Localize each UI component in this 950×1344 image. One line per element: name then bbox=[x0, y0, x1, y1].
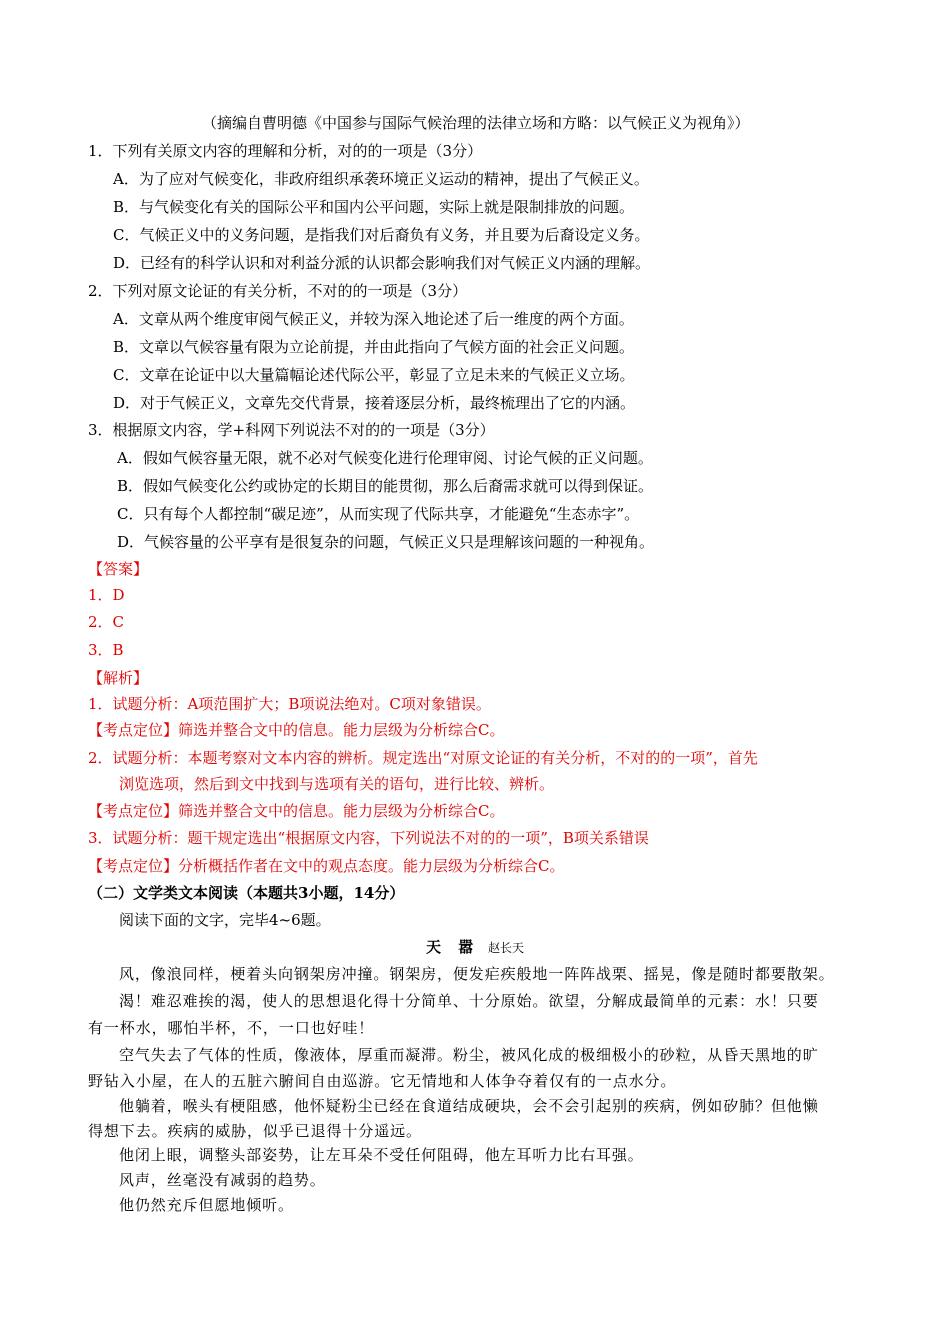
analysis-header: 【解析】 bbox=[88, 669, 149, 687]
question-1-stem: 1．下列有关原文内容的理解和分析，对的的一项是（3分） bbox=[88, 142, 483, 160]
question-1-option-c: C．气候正义中的义务问题，是指我们对后裔负有义务，并且要为后裔设定义务。 bbox=[113, 226, 650, 244]
story-title: 天 嚣 bbox=[425, 938, 480, 956]
source-citation: （摘编自曹明德《中国参与国际气候治理的法律立场和方略：以气候正义为视角》） bbox=[202, 114, 750, 132]
question-3-option-b: B．假如气候变化公约或协定的长期目的能贯彻，那么后裔需求就可以得到保证。 bbox=[117, 477, 654, 495]
question-2-option-c: C．文章在论证中以大量篇幅论述代际公平，彰显了立足未来的气候正义立场。 bbox=[113, 366, 635, 384]
question-3-option-d: D．气候容量的公平享有是很复杂的问题，气候正义只是理解该问题的一种视角。 bbox=[117, 533, 655, 551]
question-2-option-b: B．文章以气候容量有限为立论前提，并由此指向了气候方面的社会正义问题。 bbox=[113, 338, 635, 356]
question-2-option-d: D．对于气候正义，文章先交代背景，接着逐层分析，最终梳理出了它的内涵。 bbox=[113, 394, 636, 412]
analysis-line: 3．试题分析：题干规定选出“根据原文内容，下列说法不对的的一项”，B项关系错误 bbox=[88, 829, 649, 847]
analysis-line: 【考点定位】筛选并整合文中的信息。能力层级为分析综合C。 bbox=[88, 721, 505, 739]
story-line: 有一杯水，哪怕半杯，不，一口也好哇！ bbox=[88, 1019, 375, 1037]
question-1-option-d: D．已经有的科学认识和对利益分派的认识都会影响我们对气候正义内涵的理解。 bbox=[113, 254, 651, 272]
story-title-line bbox=[0, 937, 950, 958]
answer-header: 【答案】 bbox=[88, 560, 149, 578]
analysis-line: 1．试题分析：A项范围扩大；B项说法绝对。C项对象错误。 bbox=[88, 695, 491, 713]
question-3-option-c: C．只有每个人都控制“碳足迹”，从而实现了代际共享，才能避免“生态赤字”。 bbox=[117, 505, 640, 523]
question-2-option-a: A．文章从两个维度审阅气候正义，并较为深入地论述了后一维度的两个方面。 bbox=[113, 310, 634, 328]
section-heading: （二）文学类文本阅读（本题共3小题，14分） bbox=[88, 884, 405, 902]
question-1-option-b: B．与气候变化有关的国际公平和国内公平问题，实际上就是限制排放的问题。 bbox=[113, 198, 635, 216]
analysis-line: 【考点定位】分析概括作者在文中的观点态度。能力层级为分析综合C。 bbox=[88, 857, 565, 875]
question-3-option-a: A．假如气候容量无限，就不必对气候变化进行伦理审阅、讨论气候的正义问题。 bbox=[117, 449, 653, 467]
answer-1: 1．D bbox=[88, 586, 125, 604]
story-line: 风声，丝毫没有减弱的趋势。 bbox=[119, 1171, 326, 1189]
section-instruction: 阅读下面的文字，完毕4~6题。 bbox=[119, 911, 331, 929]
story-line: 他躺着，喉头有梗阻感，他怀疑粉尘已经在食道结成硬块，会不会引起别的疾病，例如矽肺？但他懒 bbox=[119, 1097, 819, 1115]
story-line: 他闭上眼，调整头部姿势，让左耳朵不受任何阻碍，他左耳听力比右耳强。 bbox=[119, 1146, 644, 1164]
answer-2: 2．C bbox=[88, 613, 125, 631]
story-line: 野钻入小屋，在人的五脏六腑间自由巡游。它无情地和人体争夺着仅有的一点水分。 bbox=[88, 1072, 677, 1090]
question-1-option-a: A．为了应对气候变化，非政府组织承袭环境正义运动的精神，提出了气候正义。 bbox=[113, 170, 649, 188]
story-line: 他仍然充斥但愿地倾听。 bbox=[119, 1196, 294, 1214]
story-line: 风，像浪同样，梗着头向钢架房冲撞。钢架房，便发疟疾般地一阵阵战栗、摇晃，像是随时都要散架。 bbox=[119, 965, 835, 983]
story-line: 空气失去了气体的性质，像液体，厚重而凝滞。粉尘，被风化成的极细极小的砂粒，从昏天黑地的旷 bbox=[119, 1046, 819, 1064]
analysis-line: 浏览选项，然后到文中找到与选项有关的语句，进行比较、辨析。 bbox=[119, 775, 555, 793]
answer-3: 3．B bbox=[88, 641, 124, 659]
question-2-stem: 2．下列对原文论证的有关分析，不对的的一项是（3分） bbox=[88, 282, 468, 300]
story-author: 赵长天 bbox=[488, 941, 525, 955]
question-3-stem: 3．根据原文内容，学+科网下列说法不对的的一项是（3分） bbox=[88, 421, 495, 439]
story-line: 渴！难忍难挨的渴，使人的思想退化得十分简单、十分原始。欲望，分解成最简单的元素：水！只要 bbox=[119, 992, 819, 1010]
story-line: 得想下去。疾病的威胁，似乎已退得十分遥远。 bbox=[88, 1122, 422, 1140]
analysis-line: 2．试题分析：本题考察对文本内容的辨析。规定选出“对原文论证的有关分析，不对的的一项”，首先 bbox=[88, 749, 758, 767]
analysis-line: 【考点定位】筛选并整合文中的信息。能力层级为分析综合C。 bbox=[88, 802, 505, 820]
